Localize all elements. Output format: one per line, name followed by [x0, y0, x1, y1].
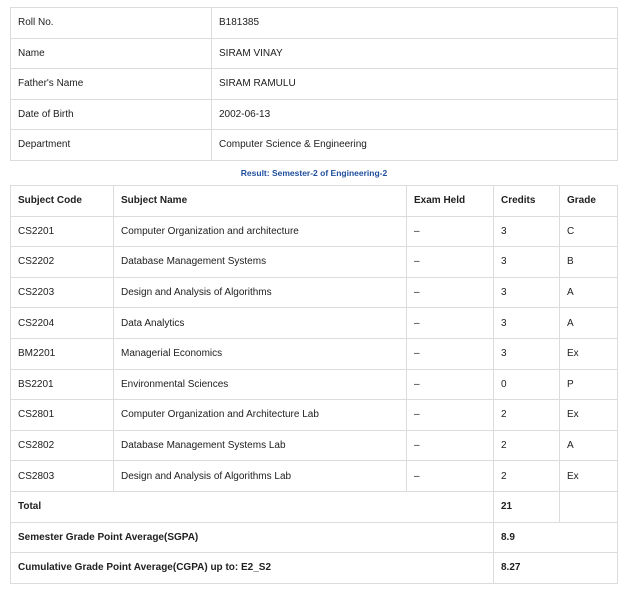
dept-label: Department: [11, 130, 212, 161]
cgpa-value: 8.27: [494, 553, 618, 584]
header-credits: Credits: [494, 186, 560, 217]
total-label: Total: [11, 491, 494, 522]
exam-held: –: [407, 216, 494, 247]
info-row-dob: [11, 99, 618, 130]
info-row-roll: [11, 8, 618, 39]
subject-name: Design and Analysis of Algorithms Lab: [114, 461, 407, 492]
credits: 3: [494, 338, 560, 369]
header-grade: Grade: [560, 186, 618, 217]
father-value: SIRAM RAMULU: [212, 69, 618, 100]
subject-code: CS2202: [11, 247, 114, 278]
subject-code: CS2203: [11, 277, 114, 308]
subject-code: CS2802: [11, 430, 114, 461]
exam-held: –: [407, 277, 494, 308]
subject-code: BM2201: [11, 338, 114, 369]
subject-name: Data Analytics: [114, 308, 407, 339]
cgpa-row: [11, 553, 618, 584]
header-subject-code: Subject Code: [11, 186, 114, 217]
credits: 2: [494, 400, 560, 431]
total-row: [11, 491, 618, 522]
exam-held: –: [407, 338, 494, 369]
info-row-dept: [11, 130, 618, 161]
grades-table: [10, 185, 618, 584]
total-credits: 21: [494, 491, 560, 522]
subject-code: CS2803: [11, 461, 114, 492]
subject-name: Database Management Systems: [114, 247, 407, 278]
credits: 3: [494, 308, 560, 339]
exam-held: –: [407, 461, 494, 492]
header-exam-held: Exam Held: [407, 186, 494, 217]
grade: A: [560, 277, 618, 308]
grade: B: [560, 247, 618, 278]
credits: 2: [494, 430, 560, 461]
info-row-father: [11, 69, 618, 100]
table-row: [11, 400, 618, 431]
credits: 3: [494, 247, 560, 278]
credits: 3: [494, 277, 560, 308]
grade: A: [560, 308, 618, 339]
exam-held: –: [407, 308, 494, 339]
subject-name: Database Management Systems Lab: [114, 430, 407, 461]
table-row: [11, 369, 618, 400]
roll-value: B181385: [212, 8, 618, 39]
credits: 2: [494, 461, 560, 492]
exam-held: –: [407, 430, 494, 461]
table-row: [11, 216, 618, 247]
exam-held: –: [407, 369, 494, 400]
table-row: [11, 338, 618, 369]
subject-name: Computer Organization and architecture: [114, 216, 407, 247]
table-row: [11, 247, 618, 278]
subject-rows: [11, 216, 618, 491]
dob-label: Date of Birth: [11, 99, 212, 130]
cgpa-label: Cumulative Grade Point Average(CGPA) up to: E2_S2: [11, 553, 494, 584]
credits: 3: [494, 216, 560, 247]
credits: 0: [494, 369, 560, 400]
subject-code: CS2204: [11, 308, 114, 339]
table-row: [11, 461, 618, 492]
subject-name: Design and Analysis of Algorithms: [114, 277, 407, 308]
grade: P: [560, 369, 618, 400]
exam-held: –: [407, 247, 494, 278]
dob-value: 2002-06-13: [212, 99, 618, 130]
father-label: Father's Name: [11, 69, 212, 100]
subject-name: Managerial Economics: [114, 338, 407, 369]
grade: A: [560, 430, 618, 461]
subject-name: Environmental Sciences: [114, 369, 407, 400]
grade: C: [560, 216, 618, 247]
info-row-name: [11, 38, 618, 69]
subject-code: CS2801: [11, 400, 114, 431]
grades-header-row: [11, 186, 618, 217]
subject-code: CS2201: [11, 216, 114, 247]
name-value: SIRAM VINAY: [212, 38, 618, 69]
name-label: Name: [11, 38, 212, 69]
table-row: [11, 430, 618, 461]
total-grade-empty: [560, 491, 618, 522]
student-info-table: [10, 7, 618, 161]
table-row: [11, 308, 618, 339]
grade: Ex: [560, 461, 618, 492]
result-title: Result: Semester-2 of Engineering-2: [240, 168, 388, 178]
dept-value: Computer Science & Engineering: [212, 130, 618, 161]
sgpa-value: 8.9: [494, 522, 618, 553]
grade: Ex: [560, 338, 618, 369]
header-subject-name: Subject Name: [114, 186, 407, 217]
table-row: [11, 277, 618, 308]
grade: Ex: [560, 400, 618, 431]
subject-name: Computer Organization and Architecture Lab: [114, 400, 407, 431]
roll-label: Roll No.: [11, 8, 212, 39]
exam-held: –: [407, 400, 494, 431]
sgpa-row: [11, 522, 618, 553]
subject-code: BS2201: [11, 369, 114, 400]
sgpa-label: Semester Grade Point Average(SGPA): [11, 522, 494, 553]
